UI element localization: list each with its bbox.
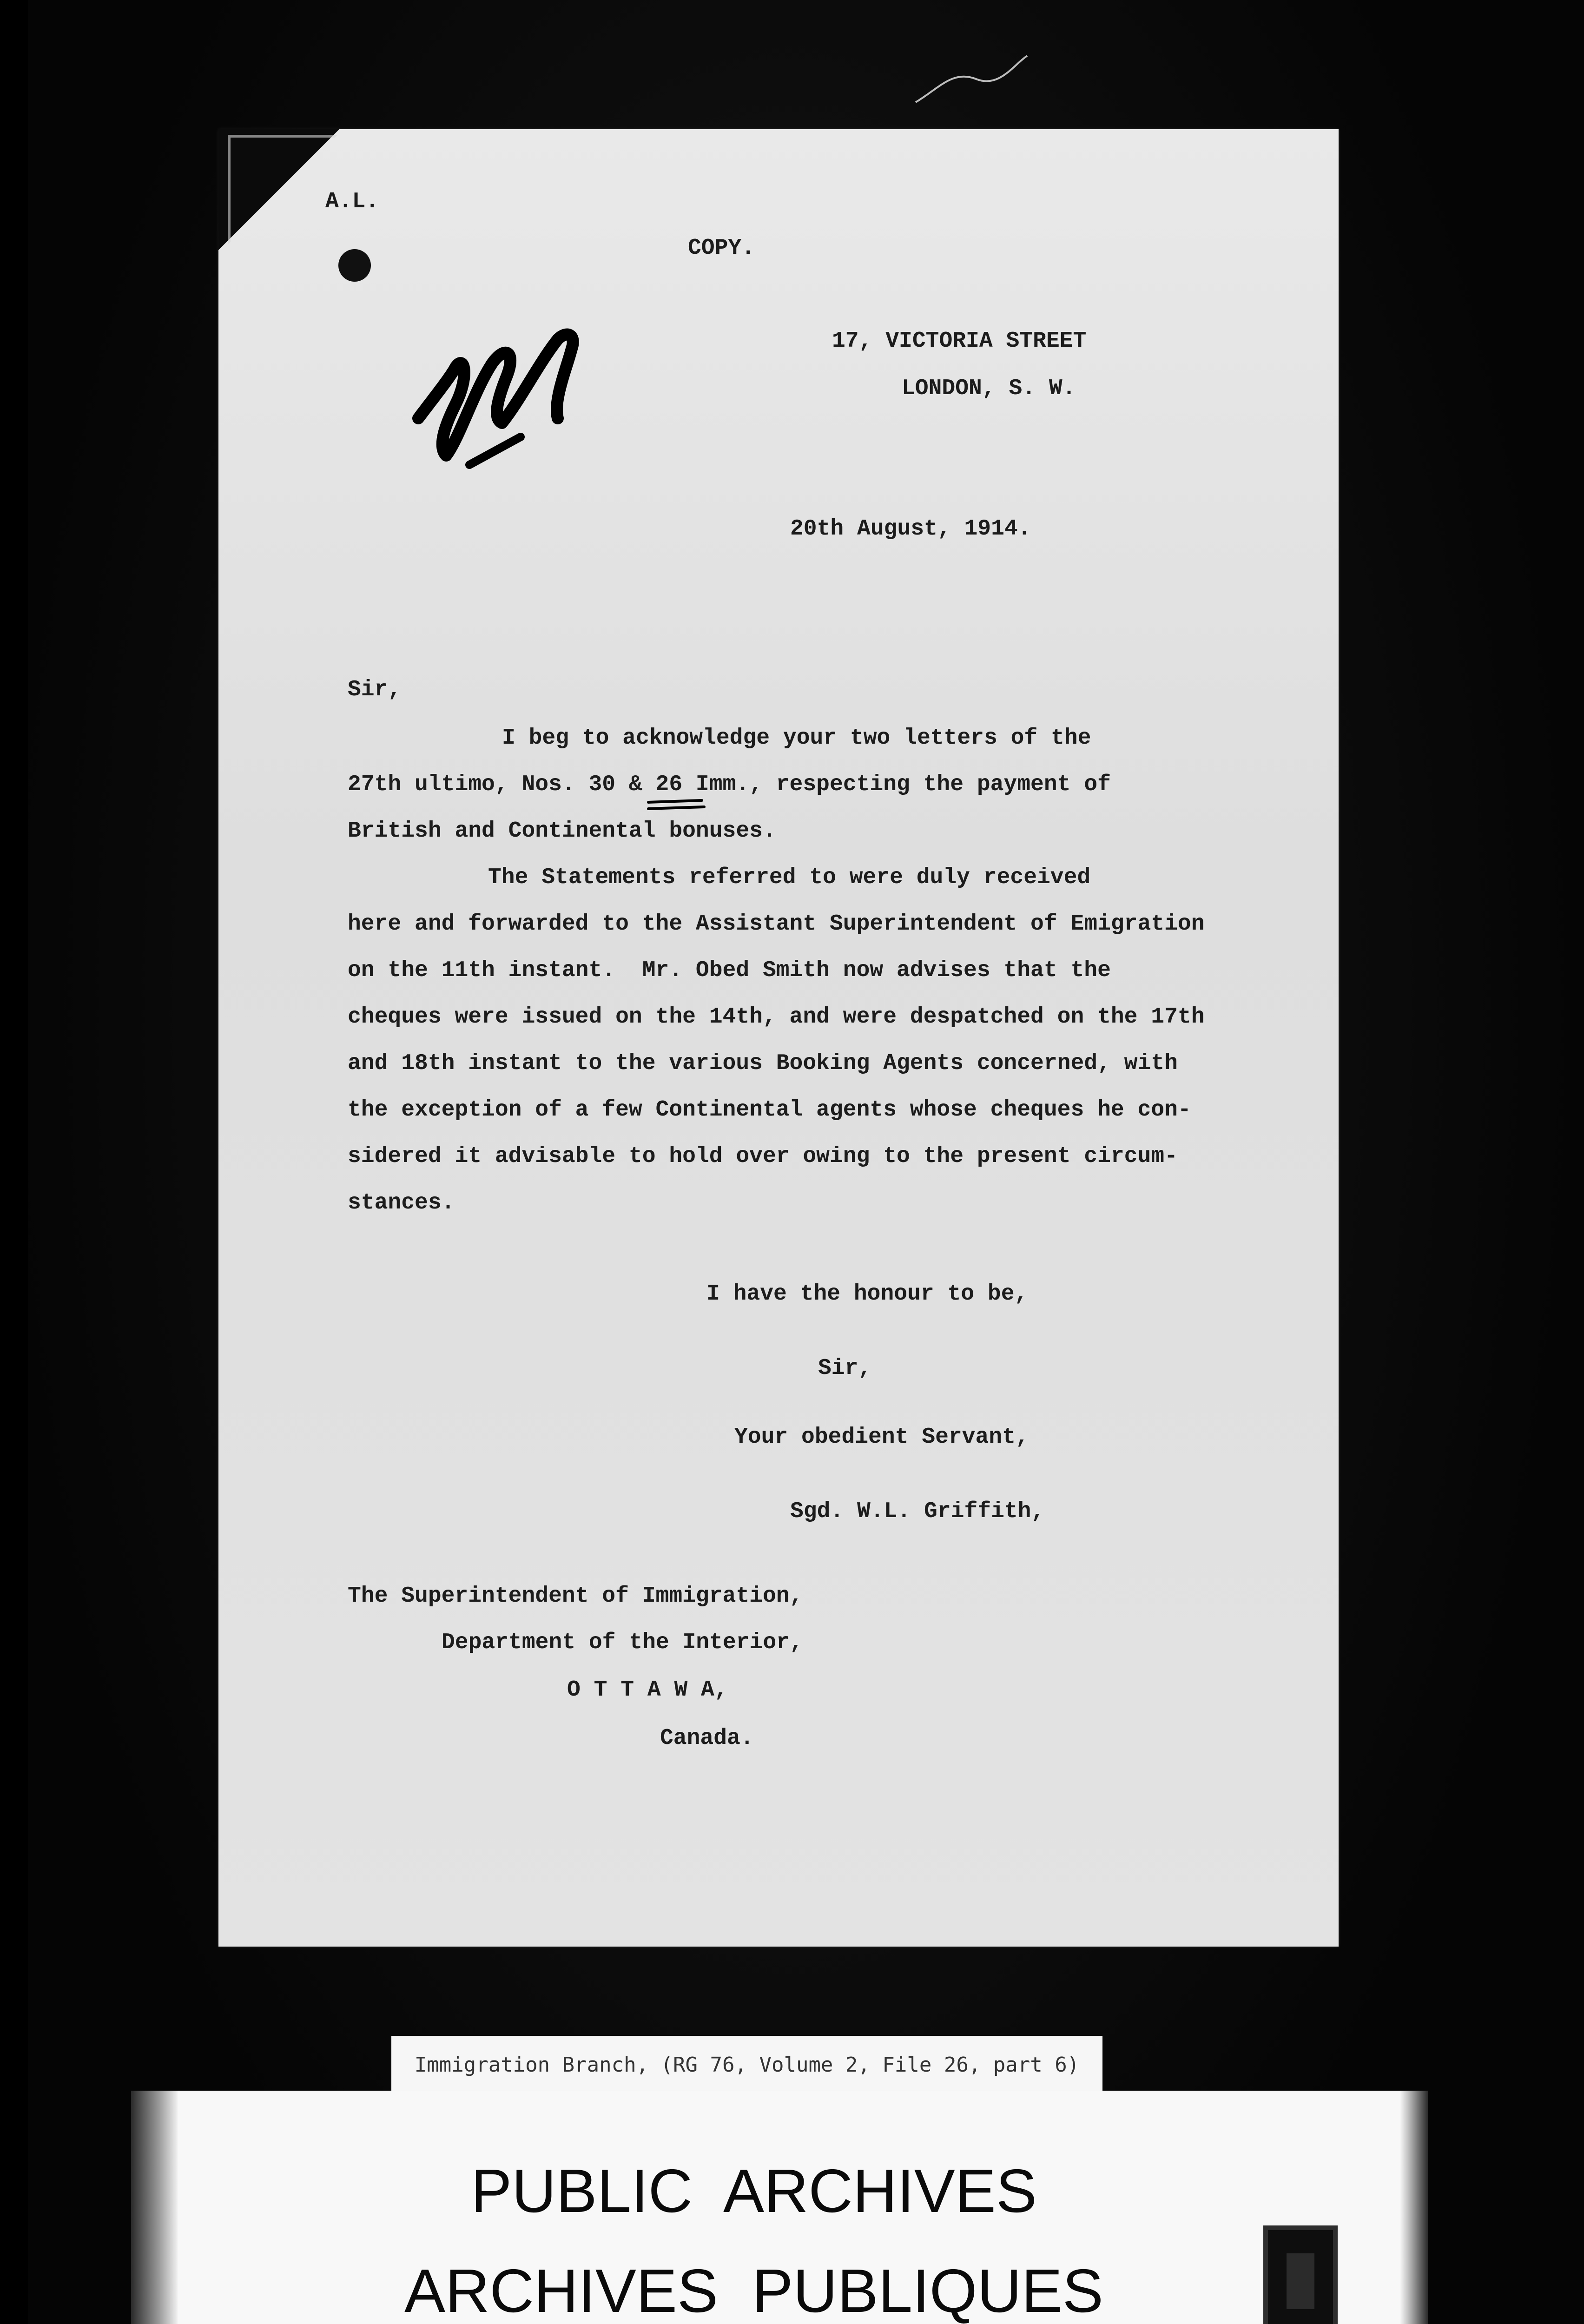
body-line: and 18th instant to the various Booking Agents concerned, with xyxy=(348,1051,1178,1076)
closing-line-2: Sir, xyxy=(818,1356,872,1381)
recipient-line-3: O T T A W A, xyxy=(567,1677,728,1703)
body-line: 27th ultimo, Nos. 30 & 26 Imm., respecting the payment of xyxy=(348,772,1111,797)
card-left-shadow xyxy=(131,2091,178,2324)
handwritten-underline xyxy=(646,799,706,812)
archives-line-1: PUBLIC ARCHIVES xyxy=(471,2157,1037,2225)
scan-left-edge xyxy=(0,0,28,2324)
initials: A.L. xyxy=(325,189,379,214)
address-line-1: 17, VICTORIA STREET xyxy=(832,329,1087,354)
recipient-line-1: The Superintendent of Immigration, xyxy=(348,1584,803,1609)
body-line: sidered it advisable to hold over owing to the present circum- xyxy=(348,1144,1178,1169)
letter-page xyxy=(218,129,1339,1947)
salutation: Sir, xyxy=(348,677,402,702)
copy-marker: COPY. xyxy=(688,236,755,261)
recipient-line-2: Department of the Interior, xyxy=(442,1630,803,1655)
signature: Sgd. W.L. Griffith, xyxy=(790,1499,1045,1524)
body-line: I beg to acknowledge your two letters of the xyxy=(502,726,1091,751)
body-line: The Statements referred to were duly received xyxy=(488,865,1091,890)
closing-line-3: Your obedient Servant, xyxy=(734,1425,1029,1450)
archives-line-2: ARCHIVES PUBLIQUES xyxy=(404,2257,1103,2324)
stray-mark xyxy=(911,51,1032,107)
punch-hole xyxy=(338,249,371,282)
body-line: cheques were issued on the 14th, and were despatched on the 17th xyxy=(348,1004,1205,1030)
address-line-2: LONDON, S. W. xyxy=(902,376,1076,401)
body-line: on the 11th instant. Mr. Obed Smith now advises that the xyxy=(348,958,1111,983)
closing-line-1: I have the honour to be, xyxy=(706,1281,1028,1307)
letter-date: 20th August, 1914. xyxy=(790,516,1031,541)
body-line: British and Continental bonuses. xyxy=(348,819,776,844)
file-reference-label: Immigration Branch, (RG 76, Volume 2, File 26, part 6) xyxy=(391,2036,1102,2093)
card-right-shadow xyxy=(1400,2091,1428,2324)
body-line: stances. xyxy=(348,1190,455,1215)
handwritten-initial xyxy=(400,297,595,493)
body-line: here and forwarded to the Assistant Superintendent of Emigration xyxy=(348,911,1205,937)
recipient-line-4: Canada. xyxy=(660,1726,754,1751)
body-line: the exception of a few Continental agents whose cheques he con- xyxy=(348,1097,1191,1122)
archives-card xyxy=(131,2091,1428,2324)
